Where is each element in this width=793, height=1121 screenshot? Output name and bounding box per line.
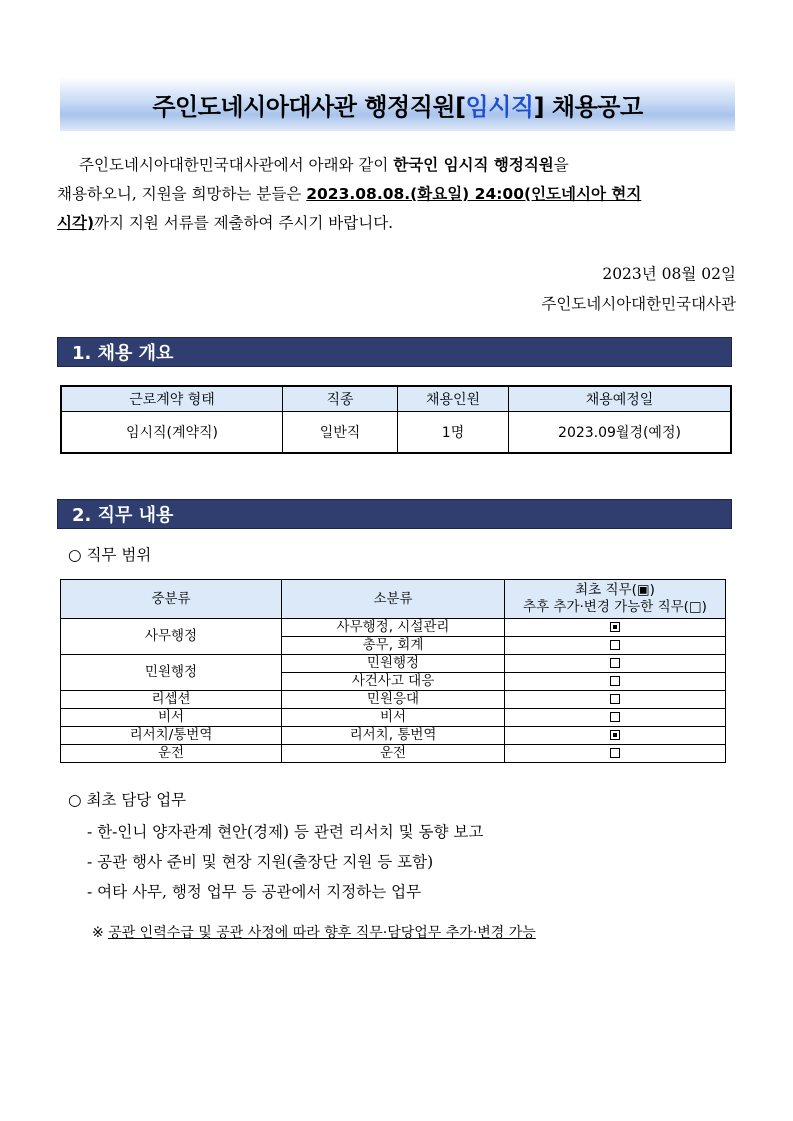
group-cell: 운전 (61, 745, 282, 763)
duty-item: - 여타 사무, 행정 업무 등 공관에서 지정하는 업무 (87, 883, 422, 901)
checkbox-cell (505, 709, 726, 727)
table-cell: 임시직(계약직) (61, 412, 283, 454)
table-cell: 1명 (398, 412, 509, 454)
sub-cell: 비서 (282, 709, 505, 727)
checkbox-cell (505, 745, 726, 763)
table-row (61, 709, 726, 727)
sub-cell: 민원행정 (282, 655, 505, 673)
group-cell: 리셉션 (61, 691, 282, 709)
checkbox-cell (505, 637, 726, 655)
sub-cell: 운전 (282, 745, 505, 763)
note-mark: ※ (92, 925, 109, 941)
table-header: 직종 (283, 386, 398, 412)
title-post: ] 채용공고 (533, 92, 643, 121)
checkbox-icon (610, 622, 620, 632)
checkbox-icon (610, 694, 620, 704)
intro-text: 까지 지원 서류를 제출하여 주시기 바랍니다. (94, 214, 394, 232)
checkbox-cell (505, 655, 726, 673)
checkbox-icon (610, 676, 620, 686)
group-cell: 리서치/통번역 (61, 727, 282, 745)
deadline-text: 2023.08.08.(화요일) 24:00(인도네시아 현지 (306, 185, 642, 203)
job-scope-table (60, 579, 726, 763)
intro-text: 을 (553, 156, 569, 174)
table-header: 중분류 (61, 580, 282, 619)
intro-emphasis: 한국인 임시직 행정직원 (393, 156, 554, 174)
duty-item: - 한-인니 양자관계 현안(경제) 등 관련 리서치 및 동향 보고 (87, 823, 484, 841)
table-header: 채용인원 (398, 386, 509, 412)
page-title (60, 77, 735, 131)
footnote (92, 922, 536, 942)
checkbox-cell (505, 691, 726, 709)
intro-text: 주인도네시아대한민국대사관에서 아래와 같이 (79, 156, 394, 174)
table-header: 근로계약 형태 (61, 386, 283, 412)
sub-cell: 리서치, 통번역 (282, 727, 505, 745)
section-heading: 2. 직무 내용 (57, 499, 732, 529)
checkbox-cell (505, 727, 726, 745)
checkbox-icon (610, 640, 620, 650)
checkbox-icon (610, 748, 620, 758)
title-highlight: 임시직 (465, 92, 534, 121)
intro-text: 채용하오니, 지원을 희망하는 분들은 (57, 185, 307, 203)
issuer: 주인도네시아대한민국대사관 (541, 295, 736, 313)
checkbox-icon (610, 730, 620, 740)
table-header: 채용예정일 (509, 386, 732, 412)
header-line: 최초 직무(▣) (575, 582, 655, 598)
note-text: 공관 인력수급 및 공관 사정에 따라 향후 직무·담당업무 추가·변경 가능 (108, 925, 536, 941)
table-cell: 일반직 (283, 412, 398, 454)
table-row (61, 691, 726, 709)
overview-table (60, 385, 732, 454)
checkbox-cell (505, 673, 726, 691)
table-header: 소분류 (282, 580, 505, 619)
table-row (61, 619, 726, 637)
table-header (505, 580, 726, 619)
notice-date: 2023년 08월 02일 (602, 265, 736, 283)
section-heading: 1. 채용 개요 (57, 337, 732, 367)
sub-cell: 민원응대 (282, 691, 505, 709)
sub-cell: 사건사고 대응 (282, 673, 505, 691)
sub-cell: 사무행정, 시설관리 (282, 619, 505, 637)
intro-paragraph (57, 151, 737, 238)
duties-title: ○ 최초 담당 업무 (68, 791, 187, 809)
checkbox-cell (505, 619, 726, 637)
group-cell: 비서 (61, 709, 282, 727)
group-cell: 민원행정 (61, 655, 282, 691)
table-row (61, 655, 726, 673)
group-cell: 사무행정 (61, 619, 282, 655)
sub-cell: 총무, 회계 (282, 637, 505, 655)
table-row (61, 745, 726, 763)
header-line: 추후 추가·변경 가능한 직무(□) (523, 599, 707, 615)
table-cell: 2023.09월경(예정) (509, 412, 732, 454)
deadline-text: 시각) (57, 214, 95, 232)
checkbox-icon (610, 658, 620, 668)
checkbox-icon (610, 712, 620, 722)
scope-title: ○ 직무 범위 (68, 546, 152, 564)
title-pre: 주인도네시아대사관 행정직원[ (152, 92, 466, 121)
table-row (61, 727, 726, 745)
duty-item: - 공관 행사 준비 및 현장 지원(출장단 지원 등 포함) (87, 853, 434, 871)
